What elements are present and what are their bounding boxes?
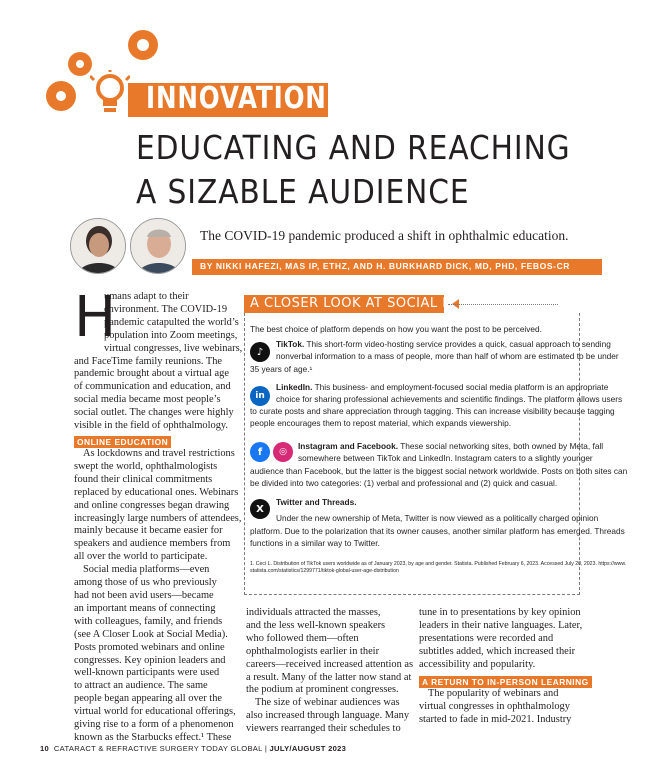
page-number: 10 (40, 744, 50, 753)
text-line: replaced by educational ones. Webinars (74, 486, 239, 498)
intro-paragraph-cont (74, 356, 234, 433)
x-icon: X (250, 499, 270, 519)
text-line: environment. The COVID-19 (104, 303, 228, 315)
text-line: individuals attracted the masses, (246, 607, 381, 618)
text-line: known as the Starbucks effect.¹ These (74, 731, 232, 743)
platform-name (276, 496, 357, 508)
text-line: be divided into two categories: (1) verbal and professional and (2) quick and casual. (250, 478, 558, 488)
section-label: INNOVATION (146, 81, 327, 116)
section-heading: A RETURN TO IN-PERSON LEARNING (419, 676, 592, 688)
linkedin-icon: in (250, 386, 270, 406)
text-line: who followed them—often (246, 632, 359, 644)
text-line: to attract an audience. The same (74, 680, 208, 692)
text-line: and the less well-known speakers (246, 619, 386, 631)
gear-icon (128, 30, 158, 60)
text-line: of communication and education, and (74, 381, 231, 393)
page-footer: 10 CATARACT & REFRACTIVE SURGERY TODAY GLOBAL | JULY/AUGUST 2023 (40, 744, 347, 753)
online-education-text (74, 448, 241, 745)
publication-name: CATARACT & REFRACTIVE SURGERY TODAY GLOBAL (53, 744, 263, 753)
text-line: pandemic brought about a virtual age (74, 368, 229, 380)
text-line: careers—received increased attention as (246, 658, 414, 670)
text-line: functions in a similar way to Twitter. (250, 538, 380, 548)
text-line: tune in to presentations by key opinion (419, 607, 581, 618)
text-line: an important means of connecting (74, 602, 216, 614)
sidebar-intro: The best choice of platform depends on how you want the post to be perceived. (250, 324, 542, 334)
issue-date: JULY/AUGUST 2023 (269, 744, 347, 753)
platform-name: Instagram and Facebook. (298, 441, 399, 451)
text-line: visible in the field of ophthalmology. (74, 420, 229, 432)
text-line: all over the world to participate. (74, 551, 208, 563)
text-line: increasingly large numbers of attendees, (74, 512, 242, 524)
page-title (136, 126, 571, 214)
column-2-text (246, 607, 413, 736)
text-line: subtitles added, which increased their (419, 645, 576, 657)
text-line: The popularity of webinars and (428, 688, 559, 699)
in-person-learning-text (419, 688, 571, 727)
text-line: ophthalmologists earlier in their (246, 645, 380, 657)
text-line: and online congresses began drawing (74, 499, 230, 511)
text-line: pandemic catapulted the world’s (104, 316, 239, 328)
text-line: the podium at prominent congresses. (246, 684, 399, 696)
text-line: choice for sharing professional achievements and scientific findings. The platform allows users (276, 394, 623, 404)
gear-icon (46, 81, 76, 111)
text-line: swept the world, ophthalmologists (74, 460, 218, 472)
text-line: Posts promoted webinars and online (74, 641, 225, 653)
platform-name: TikTok. (276, 339, 305, 349)
text-line: viewers rearranged their schedules to (246, 723, 401, 735)
title-line: EDUCATING AND REACHING (136, 128, 571, 167)
text-line: This short-form video-hosting service provides a quick, casual approach to sending (306, 339, 611, 349)
instagram-icon: ◎ (273, 442, 293, 462)
section-heading: ONLINE EDUCATION (74, 436, 171, 448)
text-line: and FaceTime family reunions. The (74, 355, 223, 367)
text-line: mainly because it became easier for (74, 525, 223, 537)
text-line: platform. Due to the polarization that its owner causes, another similar platform has emerged. Threads (250, 526, 625, 536)
text-line: well-known participants were used (74, 667, 220, 679)
facebook-icon: f (250, 442, 270, 462)
text-line: 35 years of age.¹ (250, 364, 313, 374)
meta-line (298, 440, 603, 452)
linkedin-line (276, 381, 608, 393)
text-line: people encourages them to repost material, which expands viewership. (250, 418, 512, 428)
text-line: As lockdowns and travel restrictions (83, 448, 235, 459)
text-line: accessibility and popularity. (419, 658, 536, 670)
author-photo (130, 218, 186, 274)
text-line: (see A Closer Look at Social Media). (74, 628, 228, 640)
text-line: somewhere between TikTok and LinkedIn. Instagram caters to a slightly younger (298, 453, 593, 463)
byline: BY NIKKI HAFEZI, MAS IP, ETHZ, AND H. BURKHARD DICK, MD, PHD, FEBOS-CR (200, 261, 571, 271)
text-line: The size of webinar audiences was (255, 697, 400, 709)
column-3-text (419, 607, 582, 672)
text-line: leaders in their native languages. Later, (419, 619, 583, 631)
text-line: umans adapt to their (104, 291, 189, 302)
lightbulb-icon (90, 70, 130, 118)
sidebar-title: A CLOSER LOOK AT SOCIAL MEDIA (250, 296, 487, 311)
reference: statista.com/statistics/1299771/tiktok-global-user-age-distribution (250, 568, 399, 574)
text-line: virtual congresses, live webinars, (104, 342, 243, 354)
text-line: virtual congresses in ophthalmology (419, 700, 570, 712)
text-line: audience than Facebook, but the latter is the biggest social network worldwide. Posts on both sites can (250, 466, 628, 476)
article-subtitle: The COVID-19 pandemic produced a shift in ophthalmic education. (200, 228, 569, 243)
text-line: social outlet. The changes were highly (74, 407, 234, 419)
text-line: social media became most people’s (74, 394, 221, 406)
divider (448, 304, 558, 305)
intro-paragraph (104, 291, 242, 356)
platform-name: Twitter and Threads. (276, 497, 357, 507)
author-photo (70, 218, 126, 274)
text-line: had not been avid users—became (74, 589, 214, 601)
text-line: among those of us who previously (74, 577, 217, 589)
text-line: Social media platforms—even (83, 564, 210, 576)
text-line: Under the new ownership of Meta, Twitter is now viewed as a politically charged opinion (276, 513, 599, 523)
text-line: congresses. Key opinion leaders and (74, 654, 226, 666)
text-line: to curate posts and share appreciation through tagging. This can increase visibility because tagging (250, 406, 615, 416)
text-line: found their clinical commitments (74, 473, 213, 485)
platform-name: LinkedIn. (276, 382, 313, 392)
text-line: with colleagues, family, and friends (74, 615, 223, 627)
gear-icon (68, 52, 92, 76)
text-line: nonverbal information to a mass of people, more than half of whom are estimated to be under (276, 351, 619, 361)
text-line: also increased through language. Many (246, 710, 410, 722)
text-line: This business- and employment-focused social media platform is an appropriate (314, 382, 609, 392)
text-line: virtual world for educational offerings, (74, 706, 236, 718)
text-line: population into Zoom meetings, (104, 329, 238, 341)
text-line: started to fade in mid-2021. Industry (419, 713, 572, 725)
text-line: giving rise to a form of a phenomenon (74, 719, 234, 731)
text-line: a result. Many of the latter now stand at (246, 671, 412, 683)
tiktok-line (276, 338, 611, 350)
text-line: These social networking sites, both owned by Meta, fall (400, 441, 604, 451)
text-line: speakers and audience members from (74, 538, 231, 550)
drop-cap: H (74, 285, 117, 350)
text-line: people began appearing all over the (74, 693, 223, 705)
reference: 1. Ceci L. Distribution of TikTok users worldwide as of January 2023, by age and gender. Statista. Published February 6, 2023. Accessed July 20, 2023. https://www. (250, 561, 627, 567)
tiktok-icon: ♪ (250, 342, 270, 362)
title-line: A SIZABLE AUDIENCE (136, 172, 470, 211)
text-line: presentations were recorded and (419, 632, 554, 644)
